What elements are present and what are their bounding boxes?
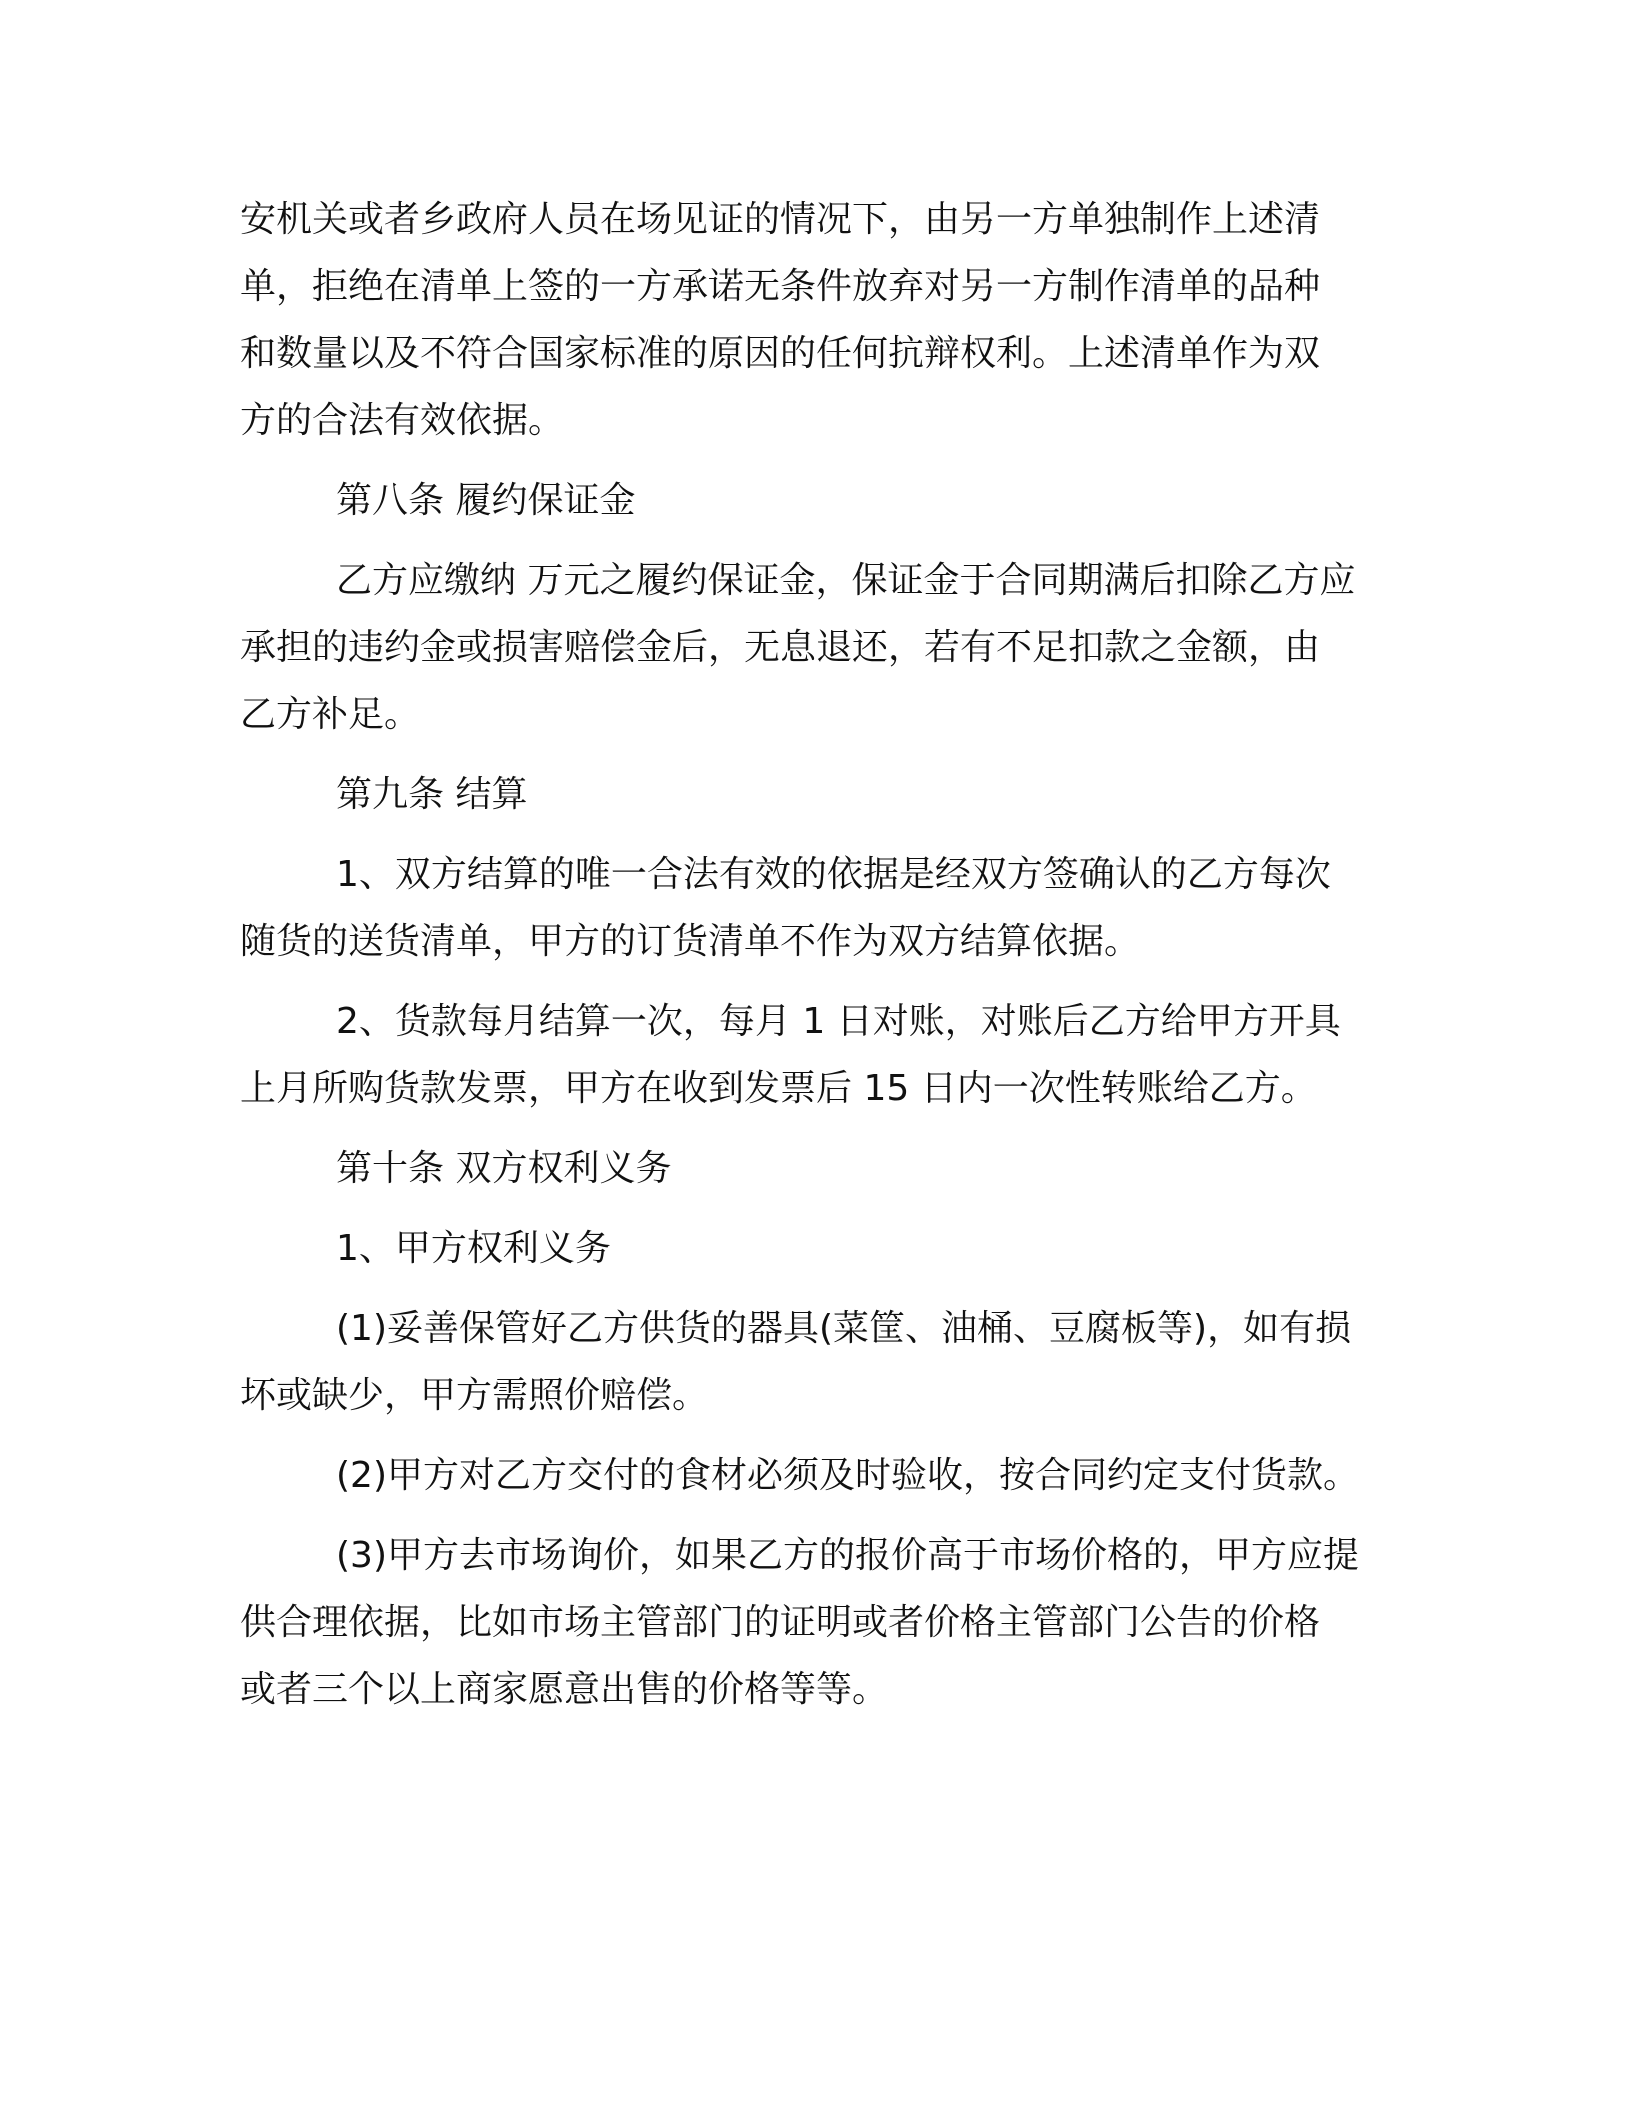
paragraph-continuation: 安机关或者乡政府人员在场见证的情况下，由另一方单独制作上述清 单，拒绝在清单上签的一方承诺无条件放弃对另一方制作清单的品种 和数量以及不符合国家标准的原因的任何抗辩权利。上述清单作为双 方的合法有效依据。 [240,199,1321,441]
paragraph-party-a-item-1: (1)妥善保管好乙方供货的器具(菜筐、油桶、豆腐板等)，如有损 坏或缺少，甲方需照价赔偿。 [240,1308,1352,1416]
section-heading-article-8: 第八条 履约保证金 [336,480,636,521]
paragraph-party-a-item-3: (3)甲方去市场询价，如果乙方的报价高于市场价格的，甲方应提 供合理依据，比如市场主管部门的证明或者价格主管部门公告的价格 或者三个以上商家愿意出售的价格等等。 [240,1535,1359,1710]
paragraph-party-a-item-2: (2)甲方对乙方交付的食材必须及时验收，按合同约定支付货款。 [336,1455,1359,1496]
paragraph-settlement-1: 1、双方结算的唯一合法有效的依据是经双方签确认的乙方每次 随货的送货清单，甲方的订货清单不作为双方结算依据。 [240,854,1331,962]
section-heading-article-10: 第十条 双方权利义务 [336,1148,672,1189]
paragraph-deposit: 乙方应缴纳 万元之履约保证金，保证金于合同期满后扣除乙方应 承担的违约金或损害赔偿金后，无息退还，若有不足扣款之金额，由 乙方补足。 [240,560,1356,735]
section-heading-article-9: 第九条 结算 [336,774,528,815]
document-body [240,186,1390,1736]
subheading-party-a-rights: 1、甲方权利义务 [336,1228,611,1269]
paragraph-settlement-2: 2、货款每月结算一次，每月 1 日对账，对账后乙方给甲方开具 上月所购货款发票，甲方在收到发票后 15 日内一次性转账给乙方。 [240,1001,1341,1109]
